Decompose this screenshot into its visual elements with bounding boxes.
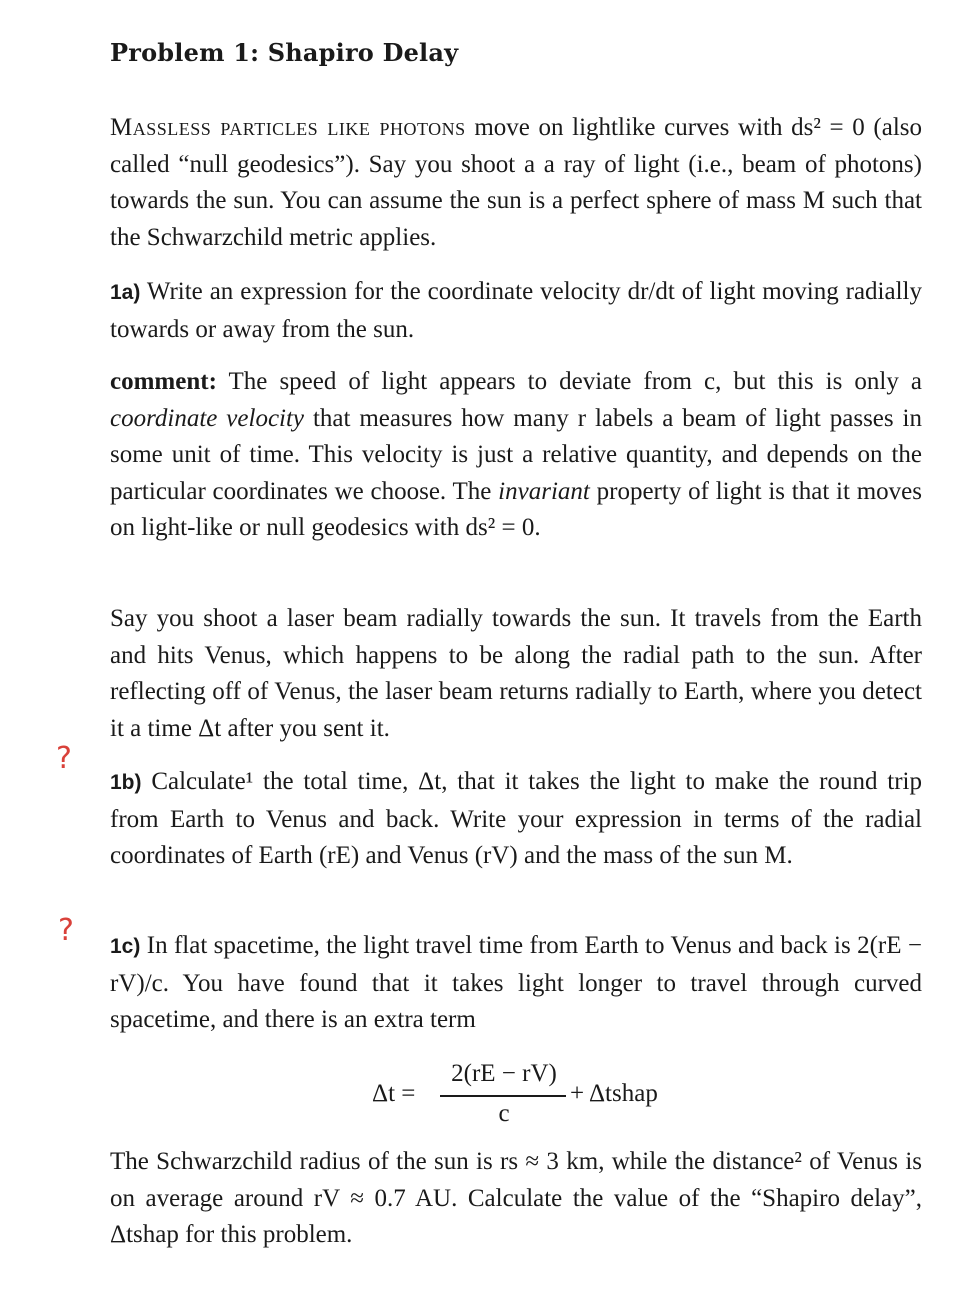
question-1c <box>110 928 922 1039</box>
question-1a-text: Write an expression for the coordinate velocity dr/dt of light moving radially towards or away from the sun. <box>110 278 922 343</box>
question-1a-label: 1a) <box>110 281 141 304</box>
problem-title: Problem 1: Shapiro Delay <box>110 38 459 67</box>
comment-paragraph <box>110 364 922 547</box>
question-1c-label: 1c) <box>110 935 141 958</box>
comment-label: comment: <box>110 368 217 395</box>
comment-text-2: that measures how many r labels a beam of light passes in some unit of time. This velocity is just a relative quantity, and depends on the particular coordinates we choose. The <box>110 404 922 505</box>
final-paragraph: The Schwarzchild radius of the sun is rs ≈ 3 km, while the distance² of Venus is on average around rV ≈ 0.7 AU. Calculate the value of the “Shapiro delay”, Δtshap for this problem. <box>110 1148 922 1248</box>
question-1b <box>110 764 922 875</box>
question-1b-text: Calculate¹ the total time, Δt, that it takes the light to make the round trip from Earth to Venus and back. Write your expression in terms of the radial coordinates of Earth (rE) and Venus (rV) and the mass of the sun M. <box>110 768 922 869</box>
question-1b-label: 1b) <box>110 771 142 794</box>
intro-paragraph <box>110 110 922 256</box>
equation-lhs: Δt = <box>372 1080 416 1107</box>
intro-lead: Massless particles like photons <box>110 114 466 141</box>
comment-text-1: The speed of light appears to deviate from c, but this is only a <box>216 368 922 395</box>
laser-paragraph: Say you shoot a laser beam radially towards the sun. It travels from the Earth and hits Venus, which happens to be along the radial path to the sun. After reflecting off of Venus, the laser beam returns radially to Earth, where you detect it a time Δt after you sent it. <box>110 605 922 742</box>
comment-emphasis-2: invariant <box>498 477 590 505</box>
handwritten-question-mark-1b: ? <box>56 741 72 776</box>
shapiro-equation <box>372 1060 692 1130</box>
handwritten-question-mark-1c: ? <box>58 913 74 948</box>
question-1c-text: In flat spacetime, the light travel time from Earth to Venus and back is 2(rE − rV)/c. You have found that it takes light longer to travel through curved spacetime, and there is an extra term <box>110 932 922 1033</box>
comment-text-3: property of light is that it moves on light-like or null geodesics with ds² = 0. <box>110 477 923 541</box>
intro-text: move on lightlike curves with ds² = 0 (also called “null geodesics”). Say you shoot a a ray of light (i.e., beam of photons) towards the sun. You can assume the sun is a perfect sphere of mass M such that the Schwarzchild metric applies. <box>110 114 922 251</box>
fraction-bar <box>440 1095 566 1097</box>
equation-numerator: 2(rE − rV) <box>451 1060 557 1087</box>
question-1a <box>110 274 922 348</box>
equation-rhs: + Δtshap <box>570 1080 658 1107</box>
equation-denominator: c <box>498 1100 510 1127</box>
comment-emphasis-1: coordinate velocity <box>110 404 305 432</box>
